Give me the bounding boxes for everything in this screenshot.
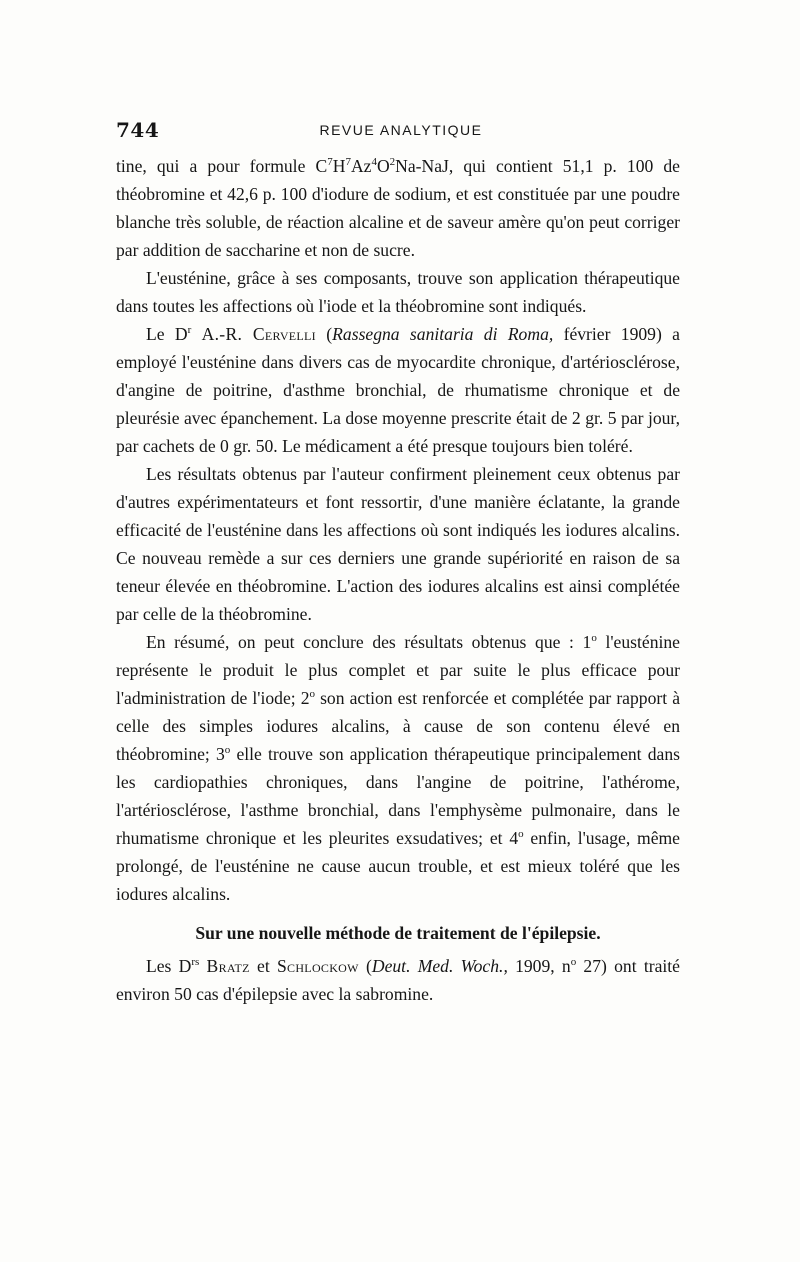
superscript: 4 [371,156,377,169]
text: En résumé, on peut conclure des résultats obtenus que : 1 [146,632,592,652]
superscript: rs [191,956,200,969]
running-head [116,118,686,146]
text: elle trouve son application thérapeutique principalement dans les cardiopathies chroniques, dans l'angine de poitrine, l'athérome, l'artériosclérose, l'asthme bronchial, dans l'emphysème pulmonaire, dans le rhumatisme chronique et les pleurites exsudatives; et 4 [116,744,681,848]
superscript: o [570,956,577,969]
author-name: A.-R. Cervelli [201,324,316,344]
paragraph-results: Les résultats obtenus par l'auteur confirment pleinement ceux obtenus par d'autres expérimentateurs et font ressortir, d'une manière éclatante, la grande efficacité de l'eusténine dans les affections où sont indiqués les iodures alcalins. Ce nouveau remède a sur ces derniers une grande supériorité en raison de sa teneur élevée en théobromine. L'action des iodures alcalins est ainsi complétée par celle de la théobromine. [116,464,680,624]
text: son action est renforcée et complétée par rapport à celle des simples iodures alcalins, à cause de son contenu élevé en théobromine; 3 [116,688,680,764]
text: Na-NaJ, qui contient 51,1 p. 100 de théobromine et 42,6 p. 100 d'iodure de sodium, et est constituée par une poudre blanche très soluble, de réaction alcaline et de saveur amère qu'on peut corriger par addition de saccharine et non de sucre. [116,156,680,260]
text: ( [358,956,372,976]
text: H [332,156,346,176]
source-title: Rassegna sanitaria di Roma, [332,324,554,344]
source-title: Deut. Med. Woch., [371,956,508,976]
paragraph-formula [116,152,680,264]
author-name: Bratz [206,956,250,976]
paragraph-bratz [116,952,680,1008]
text: Les D [146,956,192,976]
superscript: o [591,632,597,645]
superscript: 7 [327,156,333,169]
article-body [116,152,680,1008]
text: ( [315,324,333,344]
superscript: 7 [345,156,351,169]
section-heading: Sur une nouvelle méthode de traitement de l'épilepsie. [195,923,601,943]
superscript: o [518,828,524,841]
superscript: o [309,688,316,701]
superscript: r [187,324,192,337]
paragraph-summary [116,628,680,908]
text: O [376,156,390,176]
text: l'eusténine représente le produit le plus complet et par suite le plus efficace pour l'administration de l'iode; 2 [116,632,680,708]
paragraph-cervelli [116,320,680,460]
author-name: Schlockow [276,956,359,976]
page-number: 744 [116,118,160,142]
text: tine, qui a pour formule C [116,156,328,176]
text: et [249,956,277,976]
text: 27) ont traité environ 50 cas d'épilepsie avec la sabromine. [116,956,680,1004]
text: 1909, n [507,956,571,976]
text: Le D [146,324,188,344]
text: enfin, l'usage, même prolongé, de l'eusténine ne cause aucun trouble, et est mieux toléré que les iodures alcalins. [116,828,680,904]
text: février 1909) a employé l'eusténine dans divers cas de myocardite chronique, d'artériosclérose, d'angine de poitrine, d'asthme bronchial, de rhumatisme chronique et de pleurésie avec épanchement. La dose moyenne prescrite était de 2 gr. 5 par jour, par cachets de 0 gr. 50. Le médicament a été presque toujours bien toléré. [116,324,680,456]
journal-title: REVUE ANALYTIQUE [319,122,483,138]
paragraph-application: L'eusténine, grâce à ses composants, trouve son application thérapeutique dans toutes les affections où l'iode et la théobromine sont indiqués. [116,268,680,316]
text: Az [350,156,372,176]
superscript: 2 [389,156,396,169]
superscript: o [224,744,231,757]
